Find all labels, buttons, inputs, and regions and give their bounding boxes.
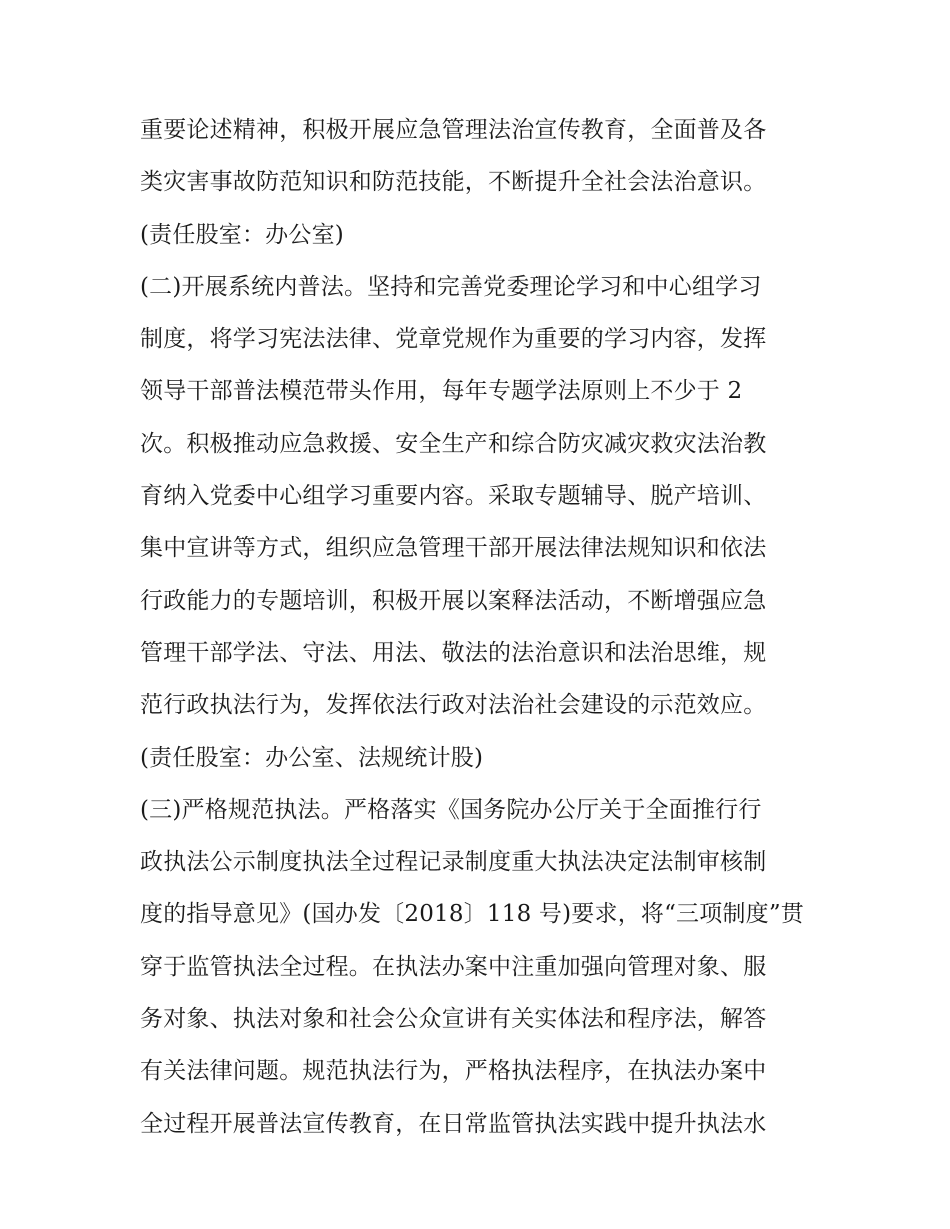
text-line: 管理干部学法、守法、用法、敬法的法治意识和法治思维，规 [140,639,767,666]
text-line: (责任股室：办公室、法规统计股) [140,744,484,771]
text-line: 务对象、执法对象和社会公众宣讲有关实体法和程序法，解答 [140,1006,767,1033]
text-line: 行政能力的专题培训，积极开展以案释法活动，不断增强应急 [140,587,767,614]
text-line: 全过程开展普法宣传教育，在日常监管执法实践中提升执法水 [140,1110,767,1137]
text-line: 集中宣讲等方式，组织应急管理干部开展法律法规知识和依法 [140,535,767,562]
text-line: (二)开展系统内普法。坚持和完善党委理论学习和中心组学习 [140,273,762,300]
text-line: 次。积极推动应急救援、安全生产和综合防灾减灾救灾法治教 [140,430,767,457]
text-line: (三)严格规范执法。严格落实《国务院办公厅关于全面推行行 [140,796,762,823]
text-line: 重要论述精神，积极开展应急管理法治宣传教育，全面普及各 [140,117,767,143]
text-line: 类灾害事故防范知识和防范技能，不断提升全社会法治意识。 [140,169,767,196]
text-line: 度的指导意见》(国办发〔2018〕118 号)要求，将“三项制度”贯 [140,901,805,928]
body-text [140,108,840,1154]
text-line: 育纳入党委中心组学习重要内容。采取专题辅导、脱产培训、 [140,483,767,510]
text-line: 有关法律问题。规范执法行为，严格执法程序，在执法办案中 [140,1058,767,1085]
text-line: 范行政执法行为，发挥依法行政对法治社会建设的示范效应。 [140,692,767,719]
text-line: 领导干部普法模范带头作用，每年专题学法原则上不少于 2 [140,378,743,405]
text-line: 穿于监管执法全过程。在执法办案中注重加强向管理对象、服 [140,953,767,980]
text-line: 政执法公示制度执法全过程记录制度重大执法决定法制审核制 [140,849,767,876]
text-line: (责任股室：办公室) [140,221,344,248]
text-line: 制度，将学习宪法法律、党章党规作为重要的学习内容，发挥 [140,326,767,353]
